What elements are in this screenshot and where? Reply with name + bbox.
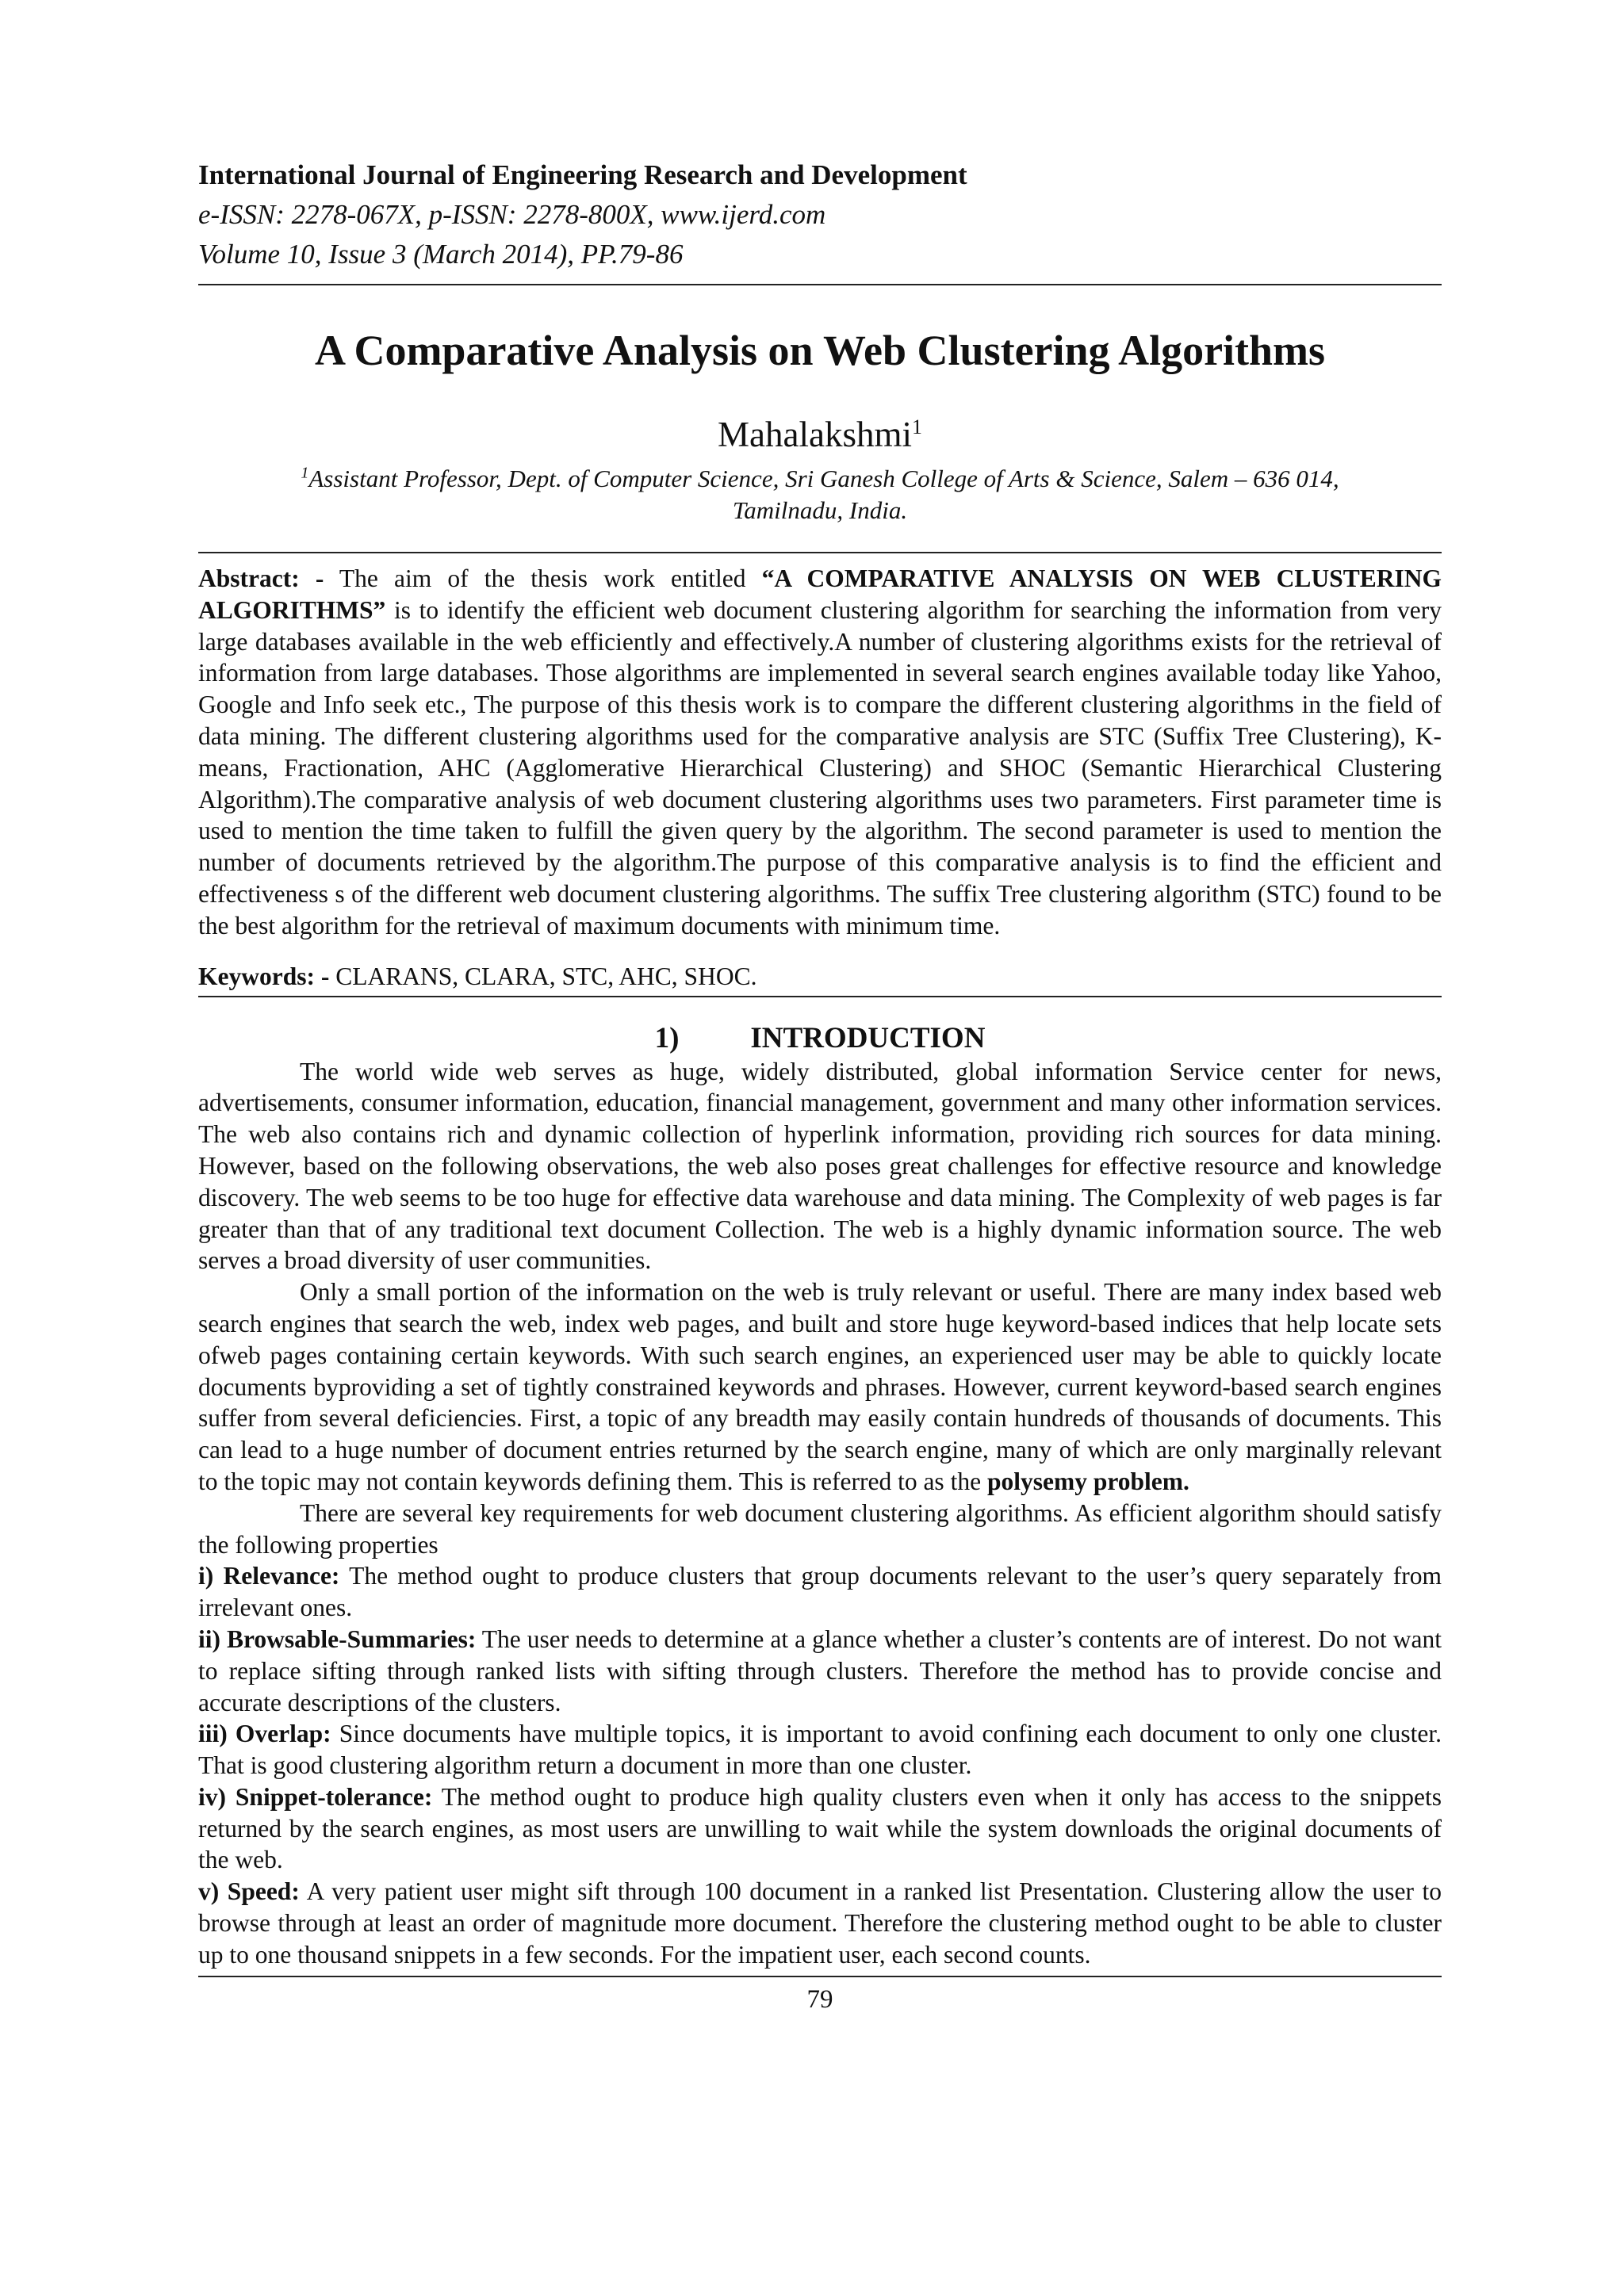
intro-paragraph-1: The world wide web serves as huge, widely distributed, global information Service center for news, advertisements, consumer information, education, financial management, government and many other information services. The web also contains rich and dynamic collection of hyperlink information, providing rich sources for data mining. However, based on the following observations, the web also poses great challenges for effective resource and knowledge discovery. The web seems to be too huge for effective data warehouse and data mining. The Complexity of web pages is far greater than that of any traditional text document Collection. The web is a highly dynamic information source. The web serves a broad diversity of user communities. bbox=[198, 1057, 1442, 1275]
abstract-text: is to identify the efficient web document clustering algorithm for searching the information from very large databases available in the web efficiently and effectively.A number of clustering algorithms exists for the retrieval of information from large databases. Those algorithms are implemented in several search engines available today like Yahoo, Google and Info seek etc., The purpose of this thesis work is to compare the different clustering algorithms in the field of data mining. The different clustering algorithms used for the comparative analysis are STC (Suffix Tree Clustering), K-means, Fractionation, AHC (Agglomerative Hierarchical Clustering) and SHOC (Semantic Hierarchical Clustering Algorithm).The comparative analysis of web document clustering algorithms uses two parameters. First parameter time is used to mention the time taken to fulfill the given query by the algorithm. The second parameter is used to mention the number of documents retrieved by the algorithm.The purpose of this comparative analysis is to find the efficient and effectiveness s of the different web document clustering algorithms. The suffix Tree clustering algorithm (STC) found to be the best algorithm for the retrieval of maximum documents with minimum time. bbox=[198, 595, 1442, 939]
keywords-text: CLARANS, CLARA, STC, AHC, SHOC. bbox=[329, 962, 757, 990]
keywords-divider bbox=[198, 996, 1442, 997]
property-item bbox=[198, 1876, 1442, 1970]
intro-paragraph-2 bbox=[198, 1276, 1442, 1498]
author-name-text: Mahalakshmi bbox=[718, 415, 912, 454]
affiliation-text-1: Assistant Professor, Dept. of Computer Science, Sri Ganesh College of Arts & Science, Salem – 636 014, bbox=[308, 465, 1339, 492]
polysemy-term: polysemy problem. bbox=[986, 1467, 1189, 1495]
section-title: INTRODUCTION bbox=[750, 1021, 986, 1054]
property-text: A very patient user might sift through 100 document in a ranked list Presentation. Clustering allow the user to browse through at least an order of magnitude more document. Therefore the clustering method ought to be able to cluster up to one thousand snippets in a few seconds. For the impatient user, each second counts. bbox=[198, 1877, 1442, 1969]
keywords bbox=[198, 961, 1442, 993]
journal-issn: e-ISSN: 2278-067X, p-ISSN: 2278-800X, www.ijerd.com bbox=[198, 199, 826, 230]
abstract-intro: The aim of the thesis work entitled bbox=[324, 564, 762, 592]
property-label: i) Relevance: bbox=[198, 1562, 340, 1590]
section-number: 1) bbox=[654, 1021, 680, 1054]
property-label: ii) Browsable-Summaries: bbox=[198, 1624, 477, 1653]
section-heading-introduction bbox=[198, 1021, 1442, 1056]
affiliation-line-1 bbox=[198, 463, 1442, 495]
abstract bbox=[198, 563, 1442, 942]
property-text: The method ought to produce high quality clusters even when it only has access to the snippets returned by the search engines, as most users are unwilling to wait while the system downloads the original documents of the web. bbox=[198, 1782, 1442, 1874]
abstract-divider bbox=[198, 552, 1442, 553]
intro-paragraph-3: There are several key requirements for web document clustering algorithms. As efficient algorithm should satisfy the following properties bbox=[198, 1498, 1442, 1559]
property-item bbox=[198, 1560, 1442, 1624]
intro-paragraph-2-text: Only a small portion of the information on the web is truly relevant or useful. There are many index based web search engines that search the web, index web pages, and built and store huge keyword-based indices that help locate sets ofweb pages containing certain keywords. With such search engines, an experienced user may be able to quickly locate documents byproviding a set of tightly constrained keywords and phrases. However, current keyword-based search engines suffer from several deficiencies. First, a topic of any breadth may easily contain hundreds of thousands of documents. This can lead to a huge number of document entries returned by the search engine, many of which are only marginally relevant to the topic may not contain keywords defining them. This is referred to as the bbox=[198, 1278, 1442, 1495]
author-name bbox=[198, 414, 1442, 455]
abstract-label: Abstract: - bbox=[198, 564, 324, 592]
author-superscript: 1 bbox=[911, 415, 922, 438]
introduction-body bbox=[198, 1056, 1442, 1971]
footer-divider bbox=[198, 1976, 1442, 1977]
journal-volume: Volume 10, Issue 3 (March 2014), PP.79-86 bbox=[198, 239, 684, 270]
property-text: The user needs to determine at a glance whether a cluster’s contents are of interest. Do not want to replace sifting through ranked lists with sifting through clusters. Therefore the method has to provide concise and accurate descriptions of the clusters. bbox=[198, 1624, 1442, 1716]
author-affiliation bbox=[198, 463, 1442, 526]
abstract-bold-title: “A COMPARATIVE ANALYSIS ON WEB CLUSTERING ALGORITHMS” bbox=[198, 564, 1442, 624]
property-item bbox=[198, 1781, 1442, 1876]
journal-name: International Journal of Engineering Research and Development bbox=[198, 159, 967, 190]
paper-page bbox=[198, 155, 1442, 2017]
paper-title: A Comparative Analysis on Web Clustering Algorithms bbox=[314, 327, 1326, 374]
affiliation-superscript: 1 bbox=[301, 464, 309, 482]
property-label: iv) Snippet-tolerance: bbox=[198, 1782, 433, 1811]
journal-header bbox=[198, 155, 1442, 274]
affiliation-line-2: Tamilnadu, India. bbox=[732, 496, 908, 524]
property-item bbox=[198, 1624, 1442, 1718]
property-label: v) Speed: bbox=[198, 1877, 300, 1906]
property-text: The method ought to produce clusters that group documents relevant to the user’s query separately from irrelevant ones. bbox=[198, 1562, 1442, 1622]
property-item bbox=[198, 1718, 1442, 1781]
property-text: Since documents have multiple topics, it is important to avoid confining each document to only one cluster. That is good clustering algorithm return a document in more than one cluster. bbox=[198, 1720, 1442, 1780]
property-label: iii) Overlap: bbox=[198, 1720, 331, 1748]
keywords-label: Keywords: - bbox=[198, 962, 330, 990]
header-divider bbox=[198, 284, 1442, 285]
page-number: 79 bbox=[806, 1984, 833, 2014]
